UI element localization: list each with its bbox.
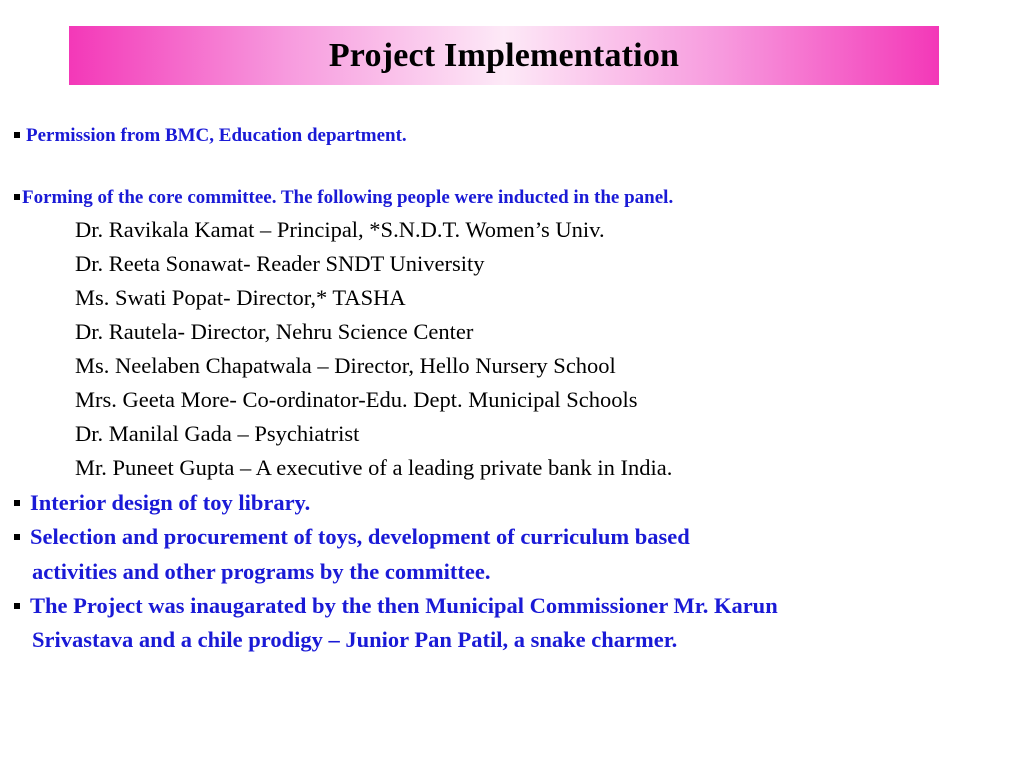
bullet-selection-text: Selection and procurement of toys, development of curriculum based: [30, 524, 690, 549]
bullet-interior-text: Interior design of toy library.: [30, 490, 311, 515]
bullet-selection: [14, 524, 690, 550]
member-line: Mrs. Geeta More- Co-ordinator-Edu. Dept. Municipal Schools: [75, 387, 638, 412]
member-line: Ms. Neelaben Chapatwala – Director, Hello Nursery School: [75, 353, 616, 378]
bullet-inauguration-text: The Project was inaugarated by the then Municipal Commissioner Mr. Karun: [30, 593, 778, 618]
bullet-icon: [14, 500, 20, 506]
page-title: Project Implementation: [328, 36, 680, 74]
title-banner: [69, 26, 939, 85]
bullet-icon: [14, 534, 20, 540]
bullet-permission: [14, 125, 407, 147]
bullet-selection-continued: activities and other programs by the committee.: [32, 559, 491, 584]
bullet-committee-text: Forming of the core committee. The following people were inducted in the panel.: [22, 187, 674, 208]
member-line: Ms. Swati Popat- Director,* TASHA: [75, 285, 406, 310]
bullet-inauguration-continued: Srivastava and a chile prodigy – Junior Pan Patil, a snake charmer.: [32, 627, 678, 652]
bullet-inauguration: [14, 593, 778, 619]
bullet-icon: [14, 194, 20, 200]
member-line: Dr. Reeta Sonawat- Reader SNDT University: [75, 251, 485, 276]
bullet-icon: [14, 132, 20, 138]
member-line: Dr. Manilal Gada – Psychiatrist: [75, 421, 360, 446]
bullet-icon: [14, 603, 20, 609]
member-line: Mr. Puneet Gupta – A executive of a leading private bank in India.: [75, 455, 673, 480]
bullet-committee: [14, 187, 673, 209]
bullet-interior: [14, 490, 310, 516]
bullet-permission-text: Permission from BMC, Education department.: [26, 125, 407, 146]
member-line: Dr. Rautela- Director, Nehru Science Center: [75, 319, 474, 344]
member-line: Dr. Ravikala Kamat – Principal, *S.N.D.T. Women’s Univ.: [75, 217, 605, 242]
